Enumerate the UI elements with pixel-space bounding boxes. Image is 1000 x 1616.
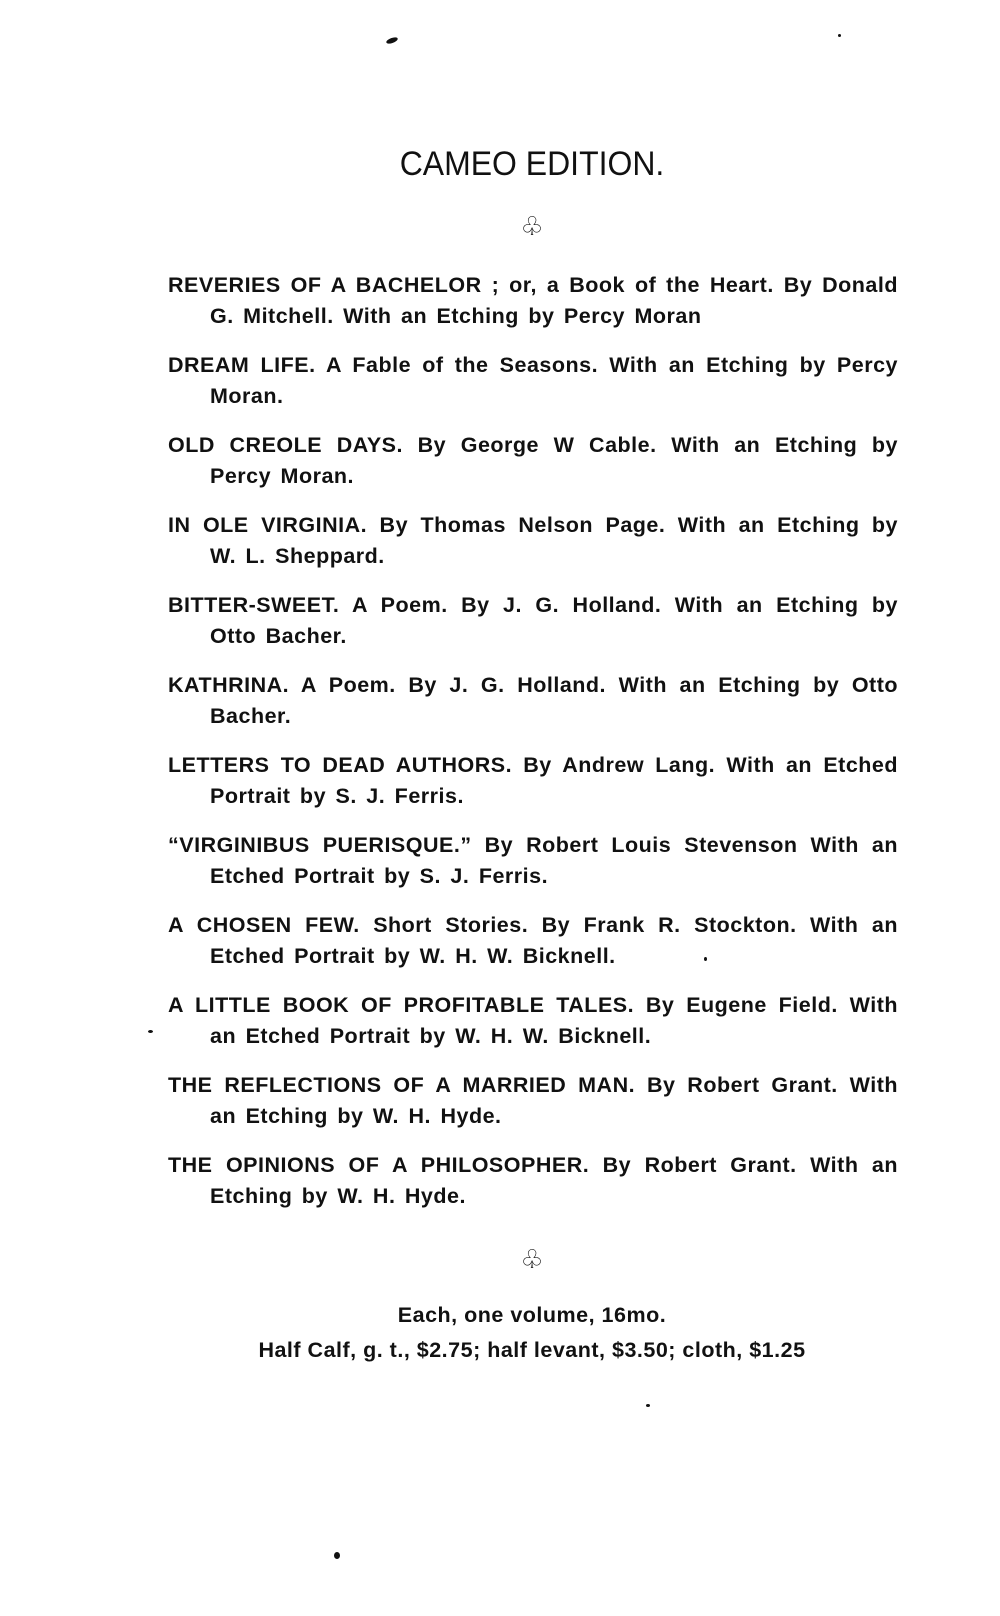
- book-entry-opinions-philosopher: THE OPINIONS OF A PHILOSOPHER. By Robert Grant. With an Etching by W. H. Hyde.: [168, 1153, 898, 1208]
- page-title: CAMEO EDITION.: [399, 145, 665, 183]
- print-speck: [148, 1030, 153, 1033]
- book-entry-bitter-sweet: BITTER-SWEET. A Poem. By J. G. Holland. With an Etching by Otto Bacher.: [168, 593, 898, 648]
- clover-ornament-icon: ♧: [520, 212, 544, 242]
- clover-ornament-icon: ♧: [520, 1245, 544, 1275]
- book-entry-kathrina: KATHRINA. A Poem. By J. G. Holland. With an Etching by Otto Bacher.: [168, 673, 898, 728]
- book-entry-reveries: REVERIES OF A BACHELOR ; or, a Book of the Heart. By Donald G. Mitchell. With an Etching by Percy Moran: [168, 273, 898, 328]
- print-speck: [646, 1404, 650, 1407]
- print-speck: [334, 1552, 340, 1559]
- book-entry-profitable-tales: A LITTLE BOOK OF PROFITABLE TALES. By Eugene Field. With an Etched Portrait by W. H. W. Bicknell.: [168, 993, 898, 1048]
- volume-format-line: Each, one volume, 16mo.: [397, 1303, 667, 1327]
- book-entry-reflections-married-man: THE REFLECTIONS OF A MARRIED MAN. By Robert Grant. With an Etching by W. H. Hyde.: [168, 1073, 898, 1128]
- price-line: Half Calf, g. t., $2.75; half levant, $3.50; cloth, $1.25: [258, 1338, 806, 1362]
- book-entry-virginibus-puerisque: “VIRGINIBUS PUERISQUE.” By Robert Louis Stevenson With an Etched Portrait by S. J. Ferris.: [168, 833, 898, 888]
- book-entry-old-creole-days: OLD CREOLE DAYS. By George W Cable. With an Etching by Percy Moran.: [168, 433, 898, 488]
- print-speck: [838, 34, 841, 37]
- print-speck: [386, 36, 399, 45]
- book-list: [168, 270, 898, 1230]
- book-entry-dream-life: DREAM LIFE. A Fable of the Seasons. With an Etching by Percy Moran.: [168, 353, 898, 408]
- book-entry-a-chosen-few: A CHOSEN FEW. Short Stories. By Frank R. Stockton. With an Etched Portrait by W. H. W. Bicknell.: [168, 913, 898, 968]
- book-entry-letters-to-dead-authors: LETTERS TO DEAD AUTHORS. By Andrew Lang. With an Etched Portrait by S. J. Ferris.: [168, 753, 898, 808]
- book-entry-in-ole-virginia: IN OLE VIRGINIA. By Thomas Nelson Page. With an Etching by W. L. Sheppard.: [168, 513, 898, 568]
